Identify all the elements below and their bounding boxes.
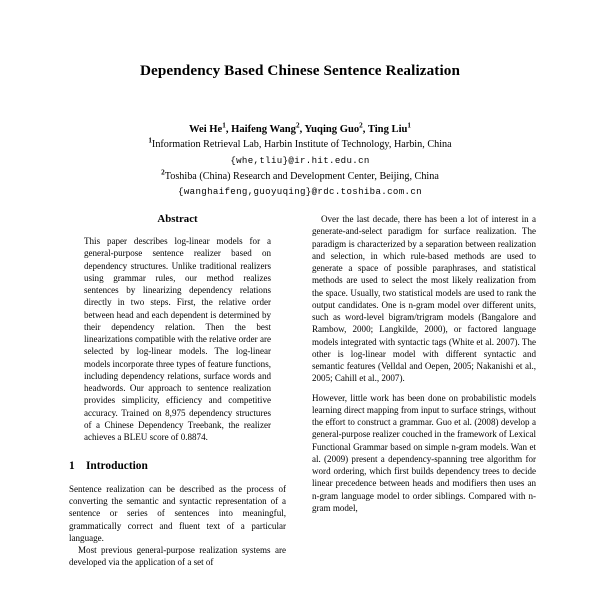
right-paragraph-2: However, little work has been done on probabilistic models learning direct mapping from input to surface strings, without the effort to construct a grammar. Guo et al. (2008) develop a general-purpose realizer couched in the framework of Lexical Functional Grammar based on simple n-gram models. Wan et al. (2009) present a dependency-spanning tree algorithm for word ordering, which first builds dependency trees to decide linear precedence between heads and modifiers then uses an n-gram language model to order siblings. Compared with n-gram model, (312, 392, 536, 513)
right-paragraph-1: Over the last decade, there has been a lot of interest in a generate-and-select paradigm for surface realization. The paradigm is characterized by a separation between realization and selection, in which rule-based methods are used to generate a space of possible paraphrases, and statistical methods are used to select the most likely realization from the space. Usually, two statistical models are used to rank the output candidates. One is n-gram model over different units, such as word-level bigram/trigram models (Bangalore and Rambow, 2000; Langkilde, 2000), or factored language models integrated with syntactic tags (White et al. 2007). The other is log-linear model with different syntactic and semantic features (Velldal and Oepen, 2005; Nakanishi et al., 2005; Cahill et al., 2007). (312, 214, 536, 384)
section-number: 1 (69, 460, 75, 473)
abstract-block (84, 213, 271, 443)
section-heading-introduction (69, 460, 286, 474)
intro-paragraph-2: Most previous general-purpose realization systems are developed via the application of a set of (69, 545, 286, 568)
left-column (69, 213, 286, 569)
email-1: {whe,tliu}@ir.hit.edu.cn (230, 154, 370, 166)
section-title: Introduction (86, 460, 148, 473)
intro-paragraph-1: Sentence realization can be described as the process of converting the semantic and syntactic representation of a sentence or series of sentences into meaningful, grammatically correct and fluent text of a particular language. (69, 483, 286, 543)
right-column (312, 213, 536, 514)
abstract-heading: Abstract (157, 213, 198, 225)
email-2: {wanghaifeng,guoyuqing}@rdc.toshiba.com.cn (178, 186, 422, 198)
page-title: Dependency Based Chinese Sentence Realization (139, 62, 461, 79)
abstract-text: This paper describes log-linear models for a general-purpose sentence realizer based on dependency structures. Unlike traditional realizers using grammar rules, our method realizes sentences by linearizing dependency relations directly in two steps. First, the relative order between head and each dependent is determined by their dependency relation. Then the best linearizations compatible with the relative order are selected by log-linear models. The log-linear models incorporate three types of feature functions, including dependency relations, surface words and headwords. Our approach to sentence realization provides simplicity, efficiency and competitive accuracy. Trained on 8,975 dependency structures of a Chinese Dependency Treebank, the realizer achieves a BLEU score of 0.8874. (84, 236, 271, 442)
affiliation-2: $^2$Toshiba (China) Research and Development Center, Beijing, China (161, 168, 439, 182)
paragraph-gap (312, 385, 536, 392)
affiliation-1: $^1$Information Retrieval Lab, Harbin Institute of Technology, Harbin, China (148, 137, 452, 151)
author-list: Wei He$^1$, Haifeng Wang$^2$, Yuqing Guo$^2$, Ting Liu$^1$ (188, 121, 412, 136)
